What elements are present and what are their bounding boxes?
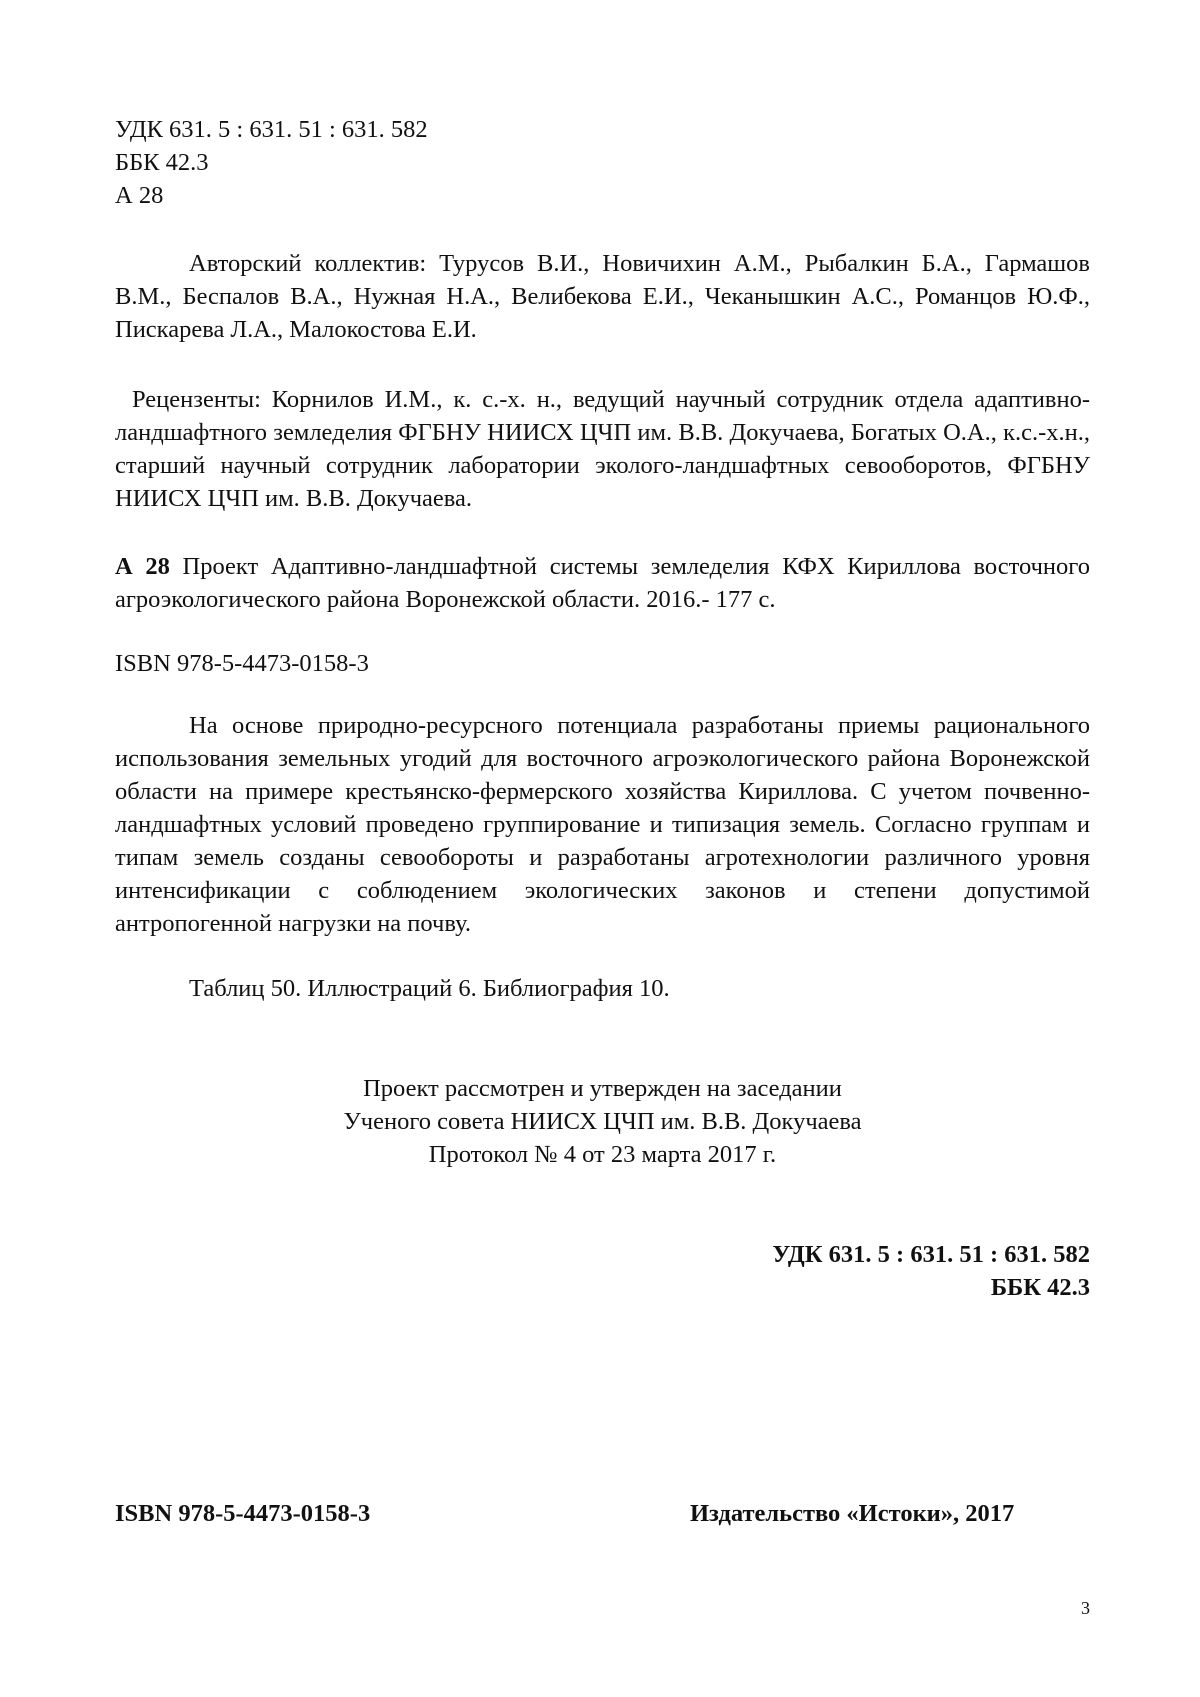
bibliographic-entry	[115, 550, 1090, 616]
bibliographic-text	[115, 550, 1090, 616]
approval-line-1: Проект рассмотрен и утвержден на заседании	[363, 1075, 842, 1102]
header-codes	[115, 113, 1090, 212]
abstract-section	[115, 709, 1090, 940]
entry-code: А 28	[115, 553, 170, 580]
bottom-bbk-code: ББК 42.3	[990, 1274, 1090, 1301]
approval-section	[115, 1072, 1090, 1171]
approval-line-2: Ученого совета НИИСХ ЦЧП им. В.В. Докучаева	[343, 1108, 862, 1135]
udk-code: УДК 631. 5 : 631. 51 : 631. 582	[115, 116, 428, 143]
abstract-text: На основе природно-ресурсного потенциала разработаны приемы рационального использования земельных угодий для восточного агроэкологического района Воронежской области на примере крестьянско-фермерского хозяйства Кириллова. С учетом почвенно-ландшафтных условий проведено группирование и типизация земель. Согласно группам и типам земель созданы севообороты и разработаны агротехнологии различного уровня интенсификации с соблюдением экологических законов и степени допустимой антропогенной нагрузки на почву.	[115, 712, 1090, 937]
footer-publisher: Издательство «Истоки», 2017	[690, 1500, 1015, 1527]
reviewers-section	[115, 383, 1090, 515]
footer-isbn: ISBN 978-5-4473-0158-3	[115, 1500, 371, 1527]
isbn-section	[115, 647, 1090, 680]
page-number: 3	[1081, 1598, 1090, 1618]
author-mark: А 28	[115, 182, 164, 209]
bottom-udk-code: УДК 631. 5 : 631. 51 : 631. 582	[772, 1241, 1090, 1268]
authors-text: Авторский коллектив: Турусов В.И., Новичихин А.М., Рыбалкин Б.А., Гармашов В.М., Беспалов В.А., Нужная Н.А., Велибекова Е.И., Чеканышкин А.С., Романцов Ю.Ф., Пискарева Л.А., Малокостова Е.И.	[115, 250, 1090, 343]
bbk-code: ББК 42.3	[115, 149, 209, 176]
stats-section	[115, 972, 1090, 1005]
isbn-text: ISBN 978-5-4473-0158-3	[115, 650, 369, 677]
approval-line-3: Протокол № 4 от 23 марта 2017 г.	[428, 1141, 777, 1168]
authors-section	[115, 247, 1090, 346]
entry-description: Проект Адаптивно-ландшафтной системы земледелия КФХ Кириллова восточного агроэкологического района Воронежской области. 2016.- 177 с.	[115, 553, 1090, 613]
stats-text: Таблиц 50. Иллюстраций 6. Библиография 10.	[189, 975, 670, 1002]
reviewers-text: Рецензенты: Корнилов И.М., к. с.-х. н., ведущий научный сотрудник отдела адаптивно-ландшафтного земледелия ФГБНУ НИИСХ ЦЧП им. В.В. Докучаева, Богатых О.А., к.с.-х.н., старший научный сотрудник лаборатории эколого-ландшафтных севооборотов, ФГБНУ НИИСХ ЦЧП им. В.В. Докучаева.	[115, 386, 1090, 512]
bottom-codes	[772, 1238, 1090, 1304]
